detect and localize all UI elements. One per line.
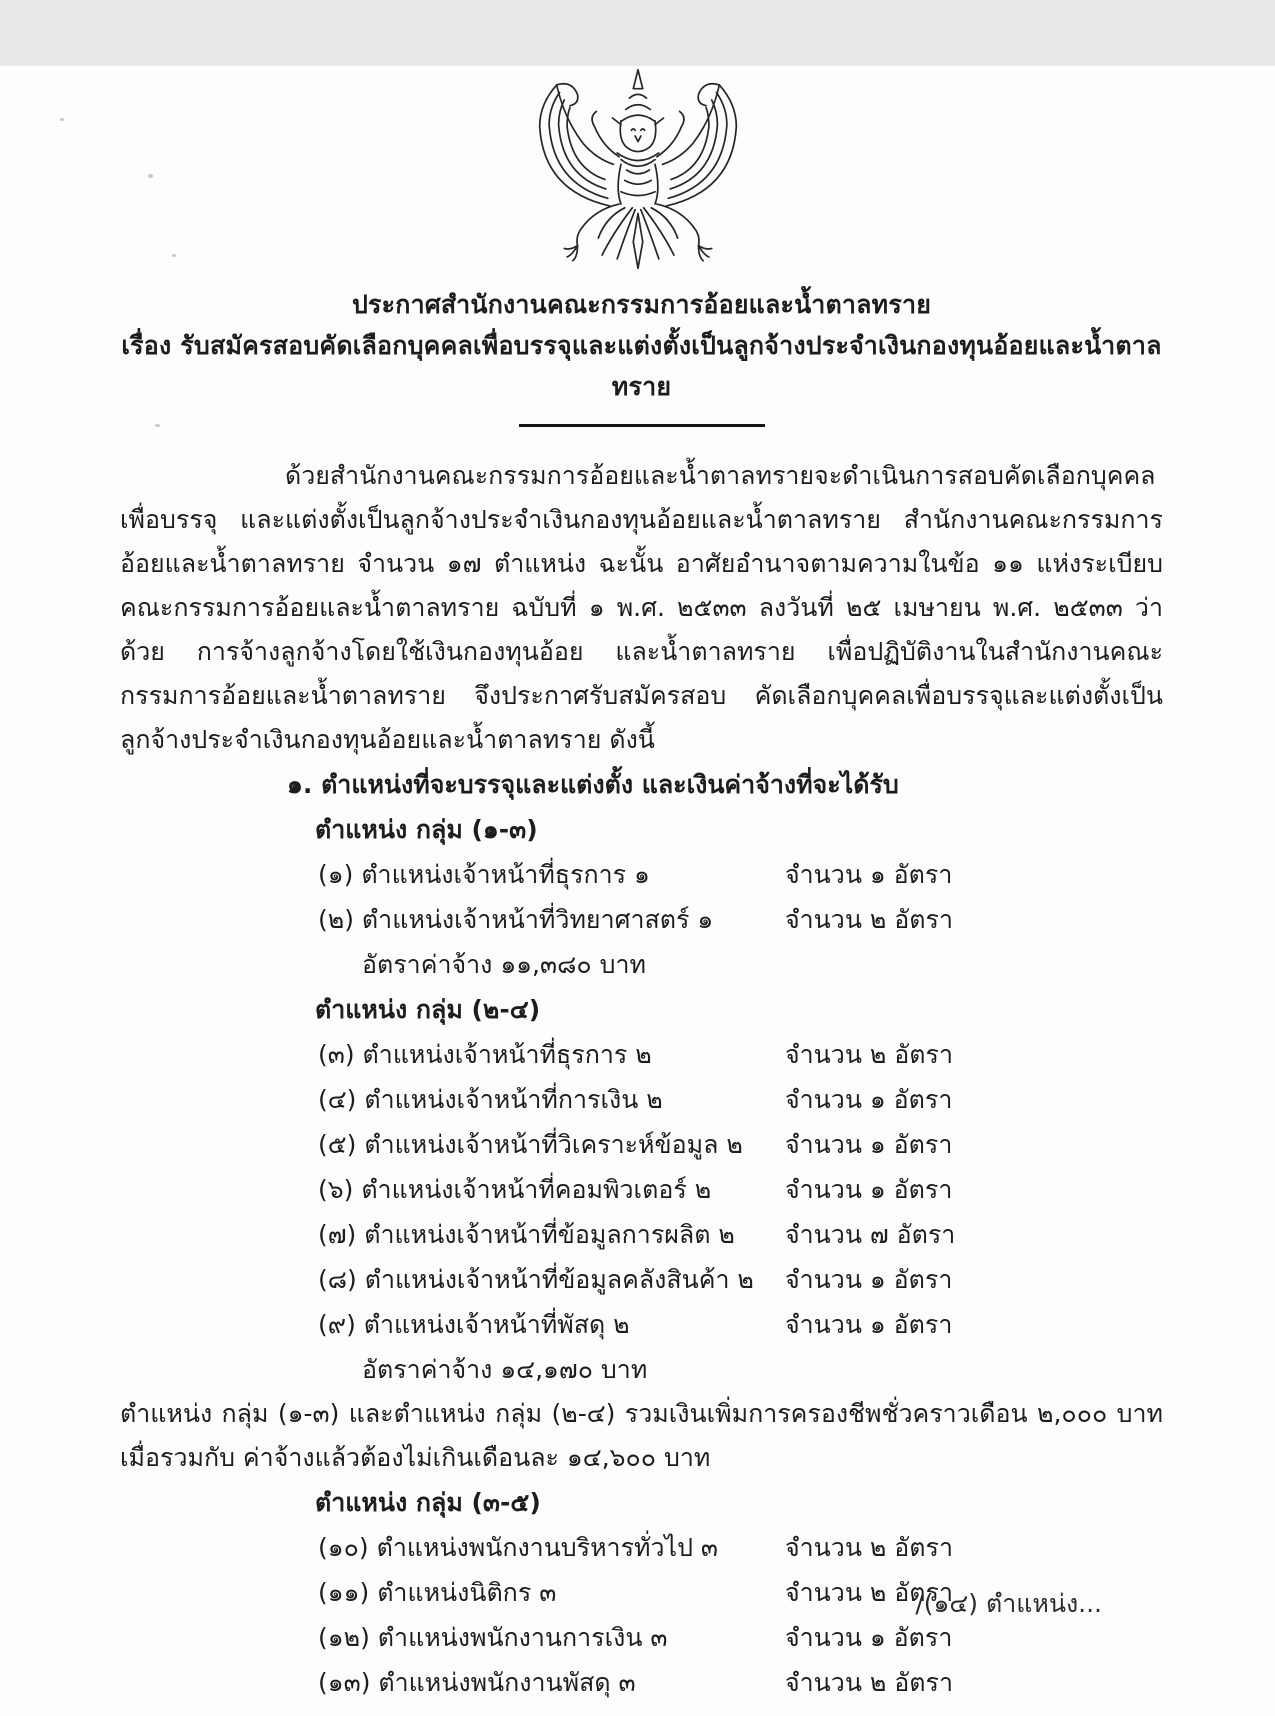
scan-speck: [172, 254, 176, 257]
position-row: [120, 1077, 1163, 1122]
position-row: [120, 1302, 1163, 1347]
wage-line: อัตราค่าจ้าง ๑๑,๓๘๐ บาท: [362, 950, 646, 979]
position-label: (๑๑) ตำแหน่งนิติกร ๓: [318, 1578, 557, 1607]
position-groups: [120, 807, 1163, 1705]
position-row: [120, 1167, 1163, 1212]
note-paragraph: ตำแหน่ง กลุ่ม (๑-๓) และตำแหน่ง กลุ่ม (๒-๔) รวมเงินเพิ่มการครองชีพชั่วคราวเดือน ๒,๐๐๐ บาท เมื่อรวมกับ ค่าจ้างแล้วต้องไม่เกินเดือนละ ๑๔,๖๐๐ บาท: [120, 1399, 1163, 1472]
position-row: [120, 852, 1163, 897]
position-count: จำนวน ๑ อัตรา: [785, 1623, 953, 1652]
position-count: จำนวน ๑ อัตรา: [785, 1175, 953, 1204]
group-heading: ตำแหน่ง กลุ่ม (๑-๓): [315, 815, 538, 844]
position-label: (๘) ตำแหน่งเจ้าหน้าที่ข้อมูลคลังสินค้า ๒: [318, 1265, 754, 1294]
scan-speck: [60, 118, 64, 121]
position-count: จำนวน ๒ อัตรา: [785, 1040, 953, 1069]
position-count: จำนวน ๑ อัตรา: [785, 860, 953, 889]
position-label: (๑๓) ตำแหน่งพนักงานพัสดุ ๓: [318, 1668, 636, 1697]
position-label: (๔) ตำแหน่งเจ้าหน้าที่การเงิน ๒: [318, 1085, 663, 1114]
position-count: จำนวน ๑ อัตรา: [785, 1265, 953, 1294]
wage-line: อัตราค่าจ้าง ๑๔,๑๗๐ บาท: [362, 1355, 648, 1384]
position-count: จำนวน ๒ อัตรา: [785, 1668, 953, 1697]
position-count: จำนวน ๒ อัตรา: [785, 905, 953, 934]
position-row: [120, 1525, 1163, 1570]
position-count: จำนวน ๒ อัตรา: [785, 1533, 953, 1562]
document-title: ประกาศสำนักงานคณะกรรมการอ้อยและน้ำตาลทราย: [351, 290, 932, 319]
position-row: [120, 1257, 1163, 1302]
position-label: (๕) ตำแหน่งเจ้าหน้าที่วิเคราะห์ข้อมูล ๒: [318, 1130, 743, 1159]
left-wing: [539, 84, 613, 206]
position-row: [120, 1212, 1163, 1257]
position-row: [120, 1032, 1163, 1077]
position-row: [120, 1122, 1163, 1167]
position-count: จำนวน ๑ อัตรา: [785, 1130, 953, 1159]
position-label: (๓) ตำแหน่งเจ้าหน้าที่ธุรการ ๒: [318, 1040, 652, 1069]
position-label: (๑) ตำแหน่งเจ้าหน้าที่ธุรการ ๑: [318, 860, 650, 889]
position-label: (๖) ตำแหน่งเจ้าหน้าที่คอมพิวเตอร์ ๒: [318, 1175, 712, 1204]
garuda-emblem: [512, 66, 764, 274]
position-count: จำนวน ๗ อัตรา: [785, 1220, 956, 1249]
right-wing: [662, 84, 736, 206]
section-1-heading: ๑. ตำแหน่งที่จะบรรจุและแต่งตั้ง และเงินค่าจ้างที่จะได้รับ: [287, 770, 899, 799]
position-label: (๑๒) ตำแหน่งพนักงานการเงิน ๓: [318, 1623, 668, 1652]
document-body: [120, 284, 1163, 1705]
document-page: [0, 66, 1275, 1716]
position-label: (๒) ตำแหน่งเจ้าหน้าที่วิทยาศาสตร์ ๑: [318, 905, 714, 934]
scan-speck: [148, 174, 153, 178]
group-heading: ตำแหน่ง กลุ่ม (๒-๔): [315, 995, 541, 1024]
position-label: (๑๐) ตำแหน่งพนักงานบริหารทั่วไป ๓: [318, 1533, 719, 1562]
document-subject: เรื่อง รับสมัครสอบคัดเลือกบุคคลเพื่อบรรจุและแต่งตั้งเป็นลูกจ้างประจำเงินกองทุนอ้อยและน้ำตาลทราย: [121, 331, 1162, 401]
position-row: [120, 897, 1163, 942]
title-divider: [519, 424, 765, 427]
intro-paragraph: ด้วยสำนักงานคณะกรรมการอ้อยและน้ำตาลทรายจะดำเนินการสอบคัดเลือกบุคคลเพื่อบรรจุ และแต่งตั้งเป็นลูกจ้างประจำเงินกองทุนอ้อยและน้ำตาลทราย สำนักงานคณะกรรมการอ้อยและน้ำตาลทราย จำนวน ๑๗ ตำแหน่ง ฉะนั้น อาศัยอำนาจตามความในข้อ ๑๑ แห่งระเบียบคณะกรรมการอ้อยและน้ำตาลทราย ฉบับที่ ๑ พ.ศ. ๒๕๓๓ ลงวันที่ ๒๕ เมษายน พ.ศ. ๒๕๓๓ ว่าด้วย การจ้างลูกจ้างโดยใช้เงินกองทุนอ้อย และน้ำตาลทราย เพื่อปฏิบัติงานในสำนักงานคณะกรรมการอ้อยและน้ำตาลทราย จึงประกาศรับสมัครสอบ คัดเลือกบุคคลเพื่อบรรจุและแต่งตั้งเป็นลูกจ้างประจำเงินกองทุนอ้อยและน้ำตาลทราย ดังนี้: [120, 461, 1163, 754]
page-continuation-marker: /(๑๔) ตำแหน่ง...: [915, 1589, 1102, 1618]
position-count: จำนวน ๑ อัตรา: [785, 1310, 953, 1339]
group-heading: ตำแหน่ง กลุ่ม (๓-๕): [315, 1488, 541, 1517]
position-label: (๙) ตำแหน่งเจ้าหน้าที่พัสดุ ๒: [318, 1310, 630, 1339]
position-label: (๗) ตำแหน่งเจ้าหน้าที่ข้อมูลการผลิต ๒: [318, 1220, 735, 1249]
position-count: จำนวน ๑ อัตรา: [785, 1085, 953, 1114]
position-row: [120, 1660, 1163, 1705]
position-count: จำนวน ๒ อัตรา: [785, 1578, 953, 1607]
